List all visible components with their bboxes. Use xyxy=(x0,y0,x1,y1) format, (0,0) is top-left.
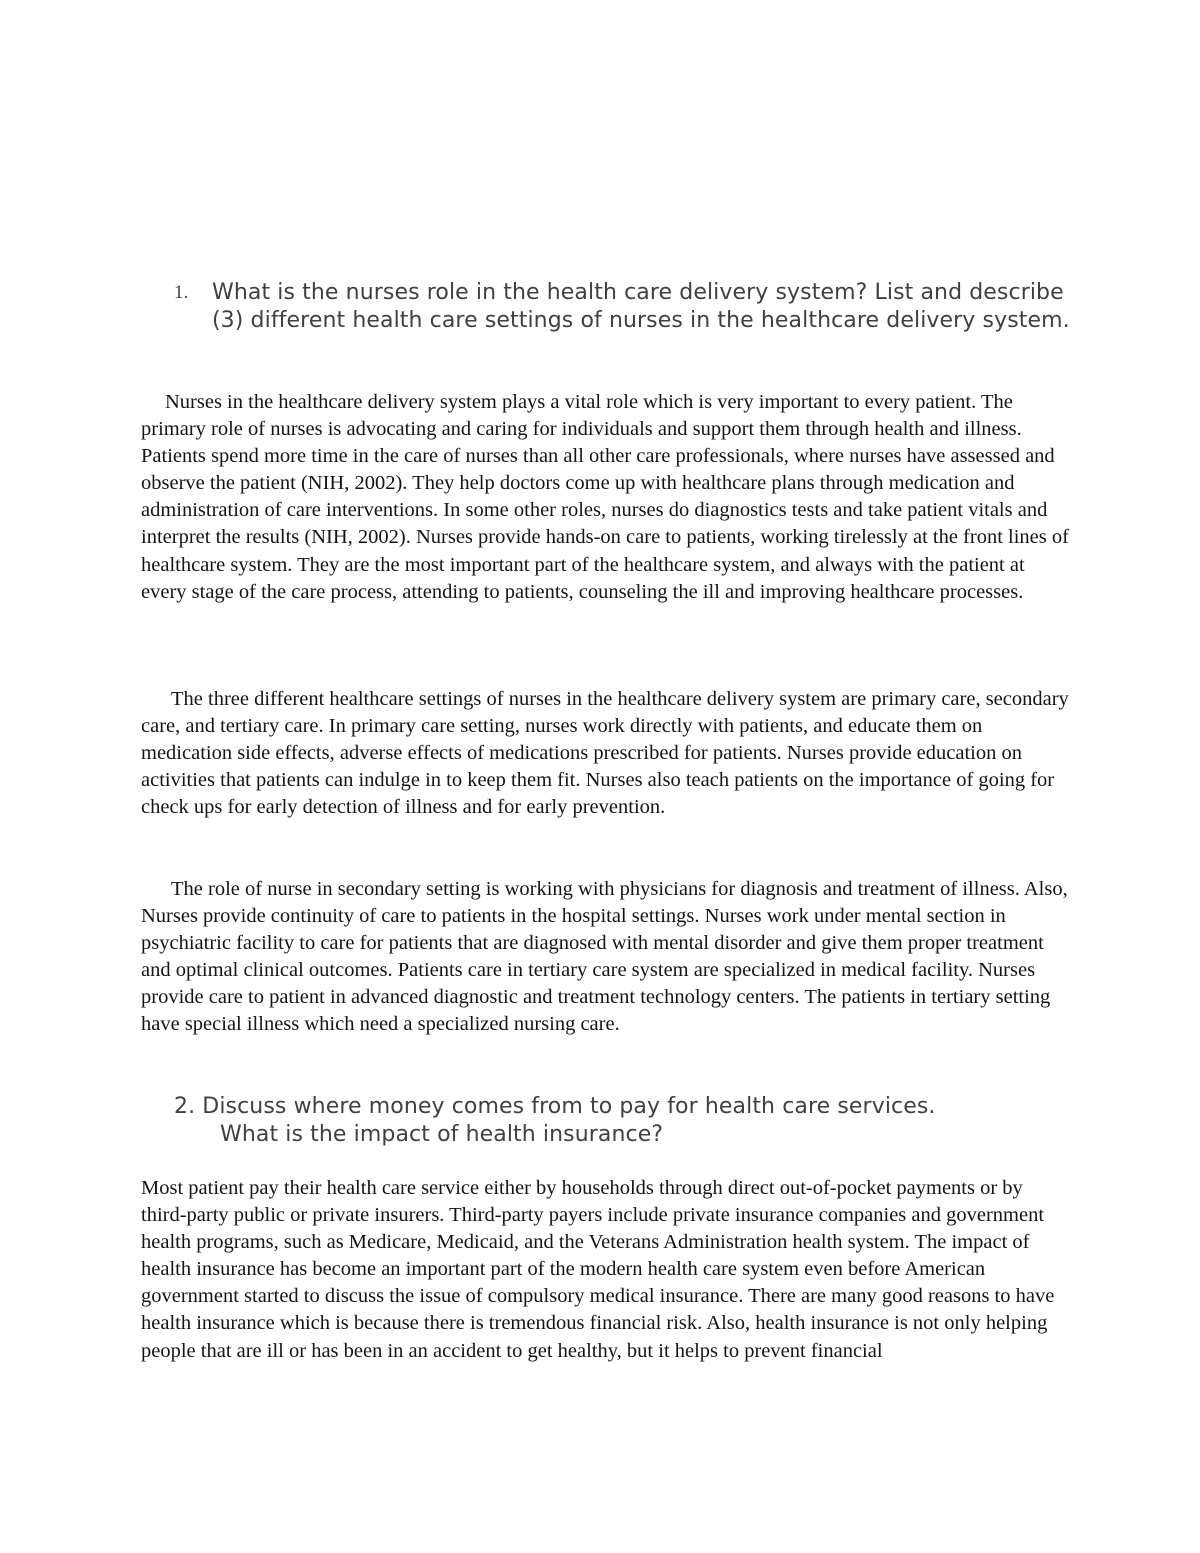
answer-1-paragraph-2: The three different healthcare settings of nurses in the healthcare delivery system are primary care, secondary care, and tertiary care. In primary care setting, nurses work directly with patients, and educate them on medication side effects, adverse effects of medications prescribed for patients. Nurses provide education on activities that patients can indulge in to keep them fit. Nurses also teach patients on the importance of going for check ups for early detection of illness and for early prevention. xyxy=(141,688,1069,819)
answer-1-paragraph-3: The role of nurse in secondary setting is working with physicians for diagnosis and treatment of illness. Also, Nurses provide continuity of care to patients in the hospital settings. Nurses work under mental section in psychiatric facility to care for patients that are diagnosed with mental disorder and give them proper treatment and optimal clinical outcomes. Patients care in tertiary care system are specialized in medical facility. Nurses provide care to patient in advanced diagnostic and treatment technology centers. The patients in tertiary setting have special illness which need a specialized nursing care. xyxy=(141,878,1068,1036)
question-1-heading xyxy=(174,279,1074,335)
question-1-number: 1. xyxy=(174,282,189,303)
answer-1-paragraph-1: Nurses in the healthcare delivery system plays a vital role which is very important to every patient. The primary role of nurses is advocating and caring for individuals and support them through health and illness. Patients spend more time in the care of nurses than all other care professionals, where nurses have assessed and observe the patient (NIH, 2002). They help doctors come up with healthcare plans through medication and administration of care interventions. In some other roles, nurses do diagnostics tests and take patient vitals and interpret the results (NIH, 2002). Nurses provide hands-on care to patients, working tirelessly at the front lines of healthcare system. They are the most important part of the healthcare system, and always with the patient at every stage of the care process, attending to patients, counseling the ill and improving healthcare processes. xyxy=(141,391,1069,603)
question-2-line-1: Discuss where money comes from to pay for health care services. xyxy=(202,1094,936,1119)
question-2-line-2: What is the impact of health insurance? xyxy=(220,1122,664,1147)
question-1-text: What is the nurses role in the health care delivery system? List and describe (3) different health care settings of nurses in the healthcare delivery system. xyxy=(212,280,1070,333)
answer-2-paragraph-1: Most patient pay their health care service either by households through direct out-of-pocket payments or by third-party public or private insurers. Third-party payers include private insurance companies and government health programs, such as Medicare, Medicaid, and the Veterans Administration health system. The impact of health insurance has become an important part of the modern health care system even before American government started to discuss the issue of compulsory medical insurance. There are many good reasons to have health insurance which is because there is tremendous financial risk. Also, health insurance is not only helping people that are ill or has been in an accident to get healthy, but it helps to prevent financial xyxy=(141,1177,1055,1362)
question-2-number: 2. xyxy=(174,1094,196,1119)
question-2-heading xyxy=(174,1093,1074,1149)
